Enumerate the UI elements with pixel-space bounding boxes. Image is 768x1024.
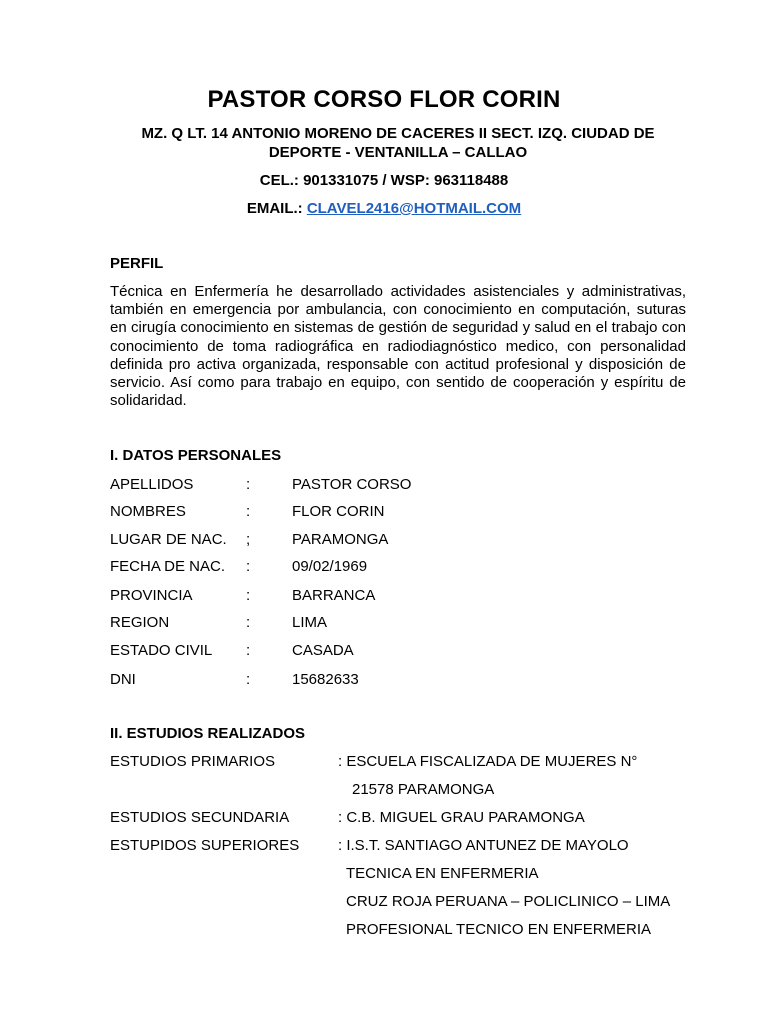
email-label: EMAIL.:: [246, 200, 307, 217]
row-value: 09/02/1969: [292, 558, 368, 575]
studies-heading: II. ESTUDIOS REALIZADOS: [110, 725, 306, 742]
secondary-label: ESTUDIOS SECUNDARIA: [110, 809, 290, 826]
secondary-value: : C.B. MIGUEL GRAU PARAMONGA: [338, 809, 585, 826]
row-label: FECHA DE NAC.: [110, 558, 226, 575]
row-label: ESTADO CIVIL: [110, 642, 213, 659]
row-value: PASTOR CORSO: [292, 476, 412, 493]
superior-value: : I.S.T. SANTIAGO ANTUNEZ DE MAYOLO: [338, 837, 629, 854]
superior-label: ESTUPIDOS SUPERIORES: [110, 837, 300, 854]
candidate-name: PASTOR CORSO FLOR CORIN: [207, 86, 561, 113]
row-value: FLOR CORIN: [292, 503, 385, 520]
email-line: [0, 200, 768, 217]
address: MZ. Q LT. 14 ANTONIO MORENO DE CACERES II SECT. IZQ. CIUDAD DE DEPORTE - VENTANILLA – CALLAO: [141, 125, 655, 161]
profile-heading: PERFIL: [110, 255, 164, 272]
row-separator: :: [246, 558, 251, 575]
phone: CEL.: 901331075 / WSP: 963118488: [259, 172, 509, 189]
row-separator: ;: [246, 531, 251, 548]
row-value: 15682633: [292, 671, 359, 688]
row-separator: :: [246, 671, 251, 688]
row-separator: :: [246, 642, 251, 659]
row-label: DNI: [110, 671, 136, 688]
row-value: CASADA: [292, 642, 354, 659]
row-label: PROVINCIA: [110, 587, 193, 604]
row-label: APELLIDOS: [110, 476, 194, 493]
superior-value-cont: TECNICA EN ENFERMERIA: [346, 865, 539, 882]
superior-value-cont: CRUZ ROJA PERUANA – POLICLINICO – LIMA: [346, 893, 671, 910]
row-separator: :: [246, 587, 251, 604]
row-separator: :: [246, 476, 251, 493]
personal-heading: I. DATOS PERSONALES: [110, 447, 282, 464]
profile-text: Técnica en Enfermería he desarrollado actividades asistenciales y administrativas, también en emergencia por ambulancia, con conocimiento en computación, suturas en cirugía conocimiento en sistemas de gestión de seguridad y salud en el trabajo con conocimiento de toma radiográfica en radiodiagnóstico medico, con personalidad definida pro activa organizada, responsable con actitud profesional y disposición de servicio. Así como para trabajo en equipo, con sentido de cooperación y espíritu de solidaridad.: [110, 283, 686, 410]
row-label: LUGAR DE NAC.: [110, 531, 227, 548]
primary-value-cont: 21578 PARAMONGA: [352, 781, 495, 798]
email-link[interactable]: CLAVEL2416@HOTMAIL.COM: [306, 200, 522, 217]
superior-value-cont: PROFESIONAL TECNICO EN ENFERMERIA: [346, 921, 652, 938]
row-separator: :: [246, 614, 251, 631]
row-label: REGION: [110, 614, 170, 631]
primary-value: : ESCUELA FISCALIZADA DE MUJERES N°: [338, 753, 638, 770]
row-value: PARAMONGA: [292, 531, 389, 548]
row-value: LIMA: [292, 614, 328, 631]
primary-label: ESTUDIOS PRIMARIOS: [110, 753, 276, 770]
row-separator: :: [246, 503, 251, 520]
row-label: NOMBRES: [110, 503, 186, 520]
row-value: BARRANCA: [292, 587, 376, 604]
